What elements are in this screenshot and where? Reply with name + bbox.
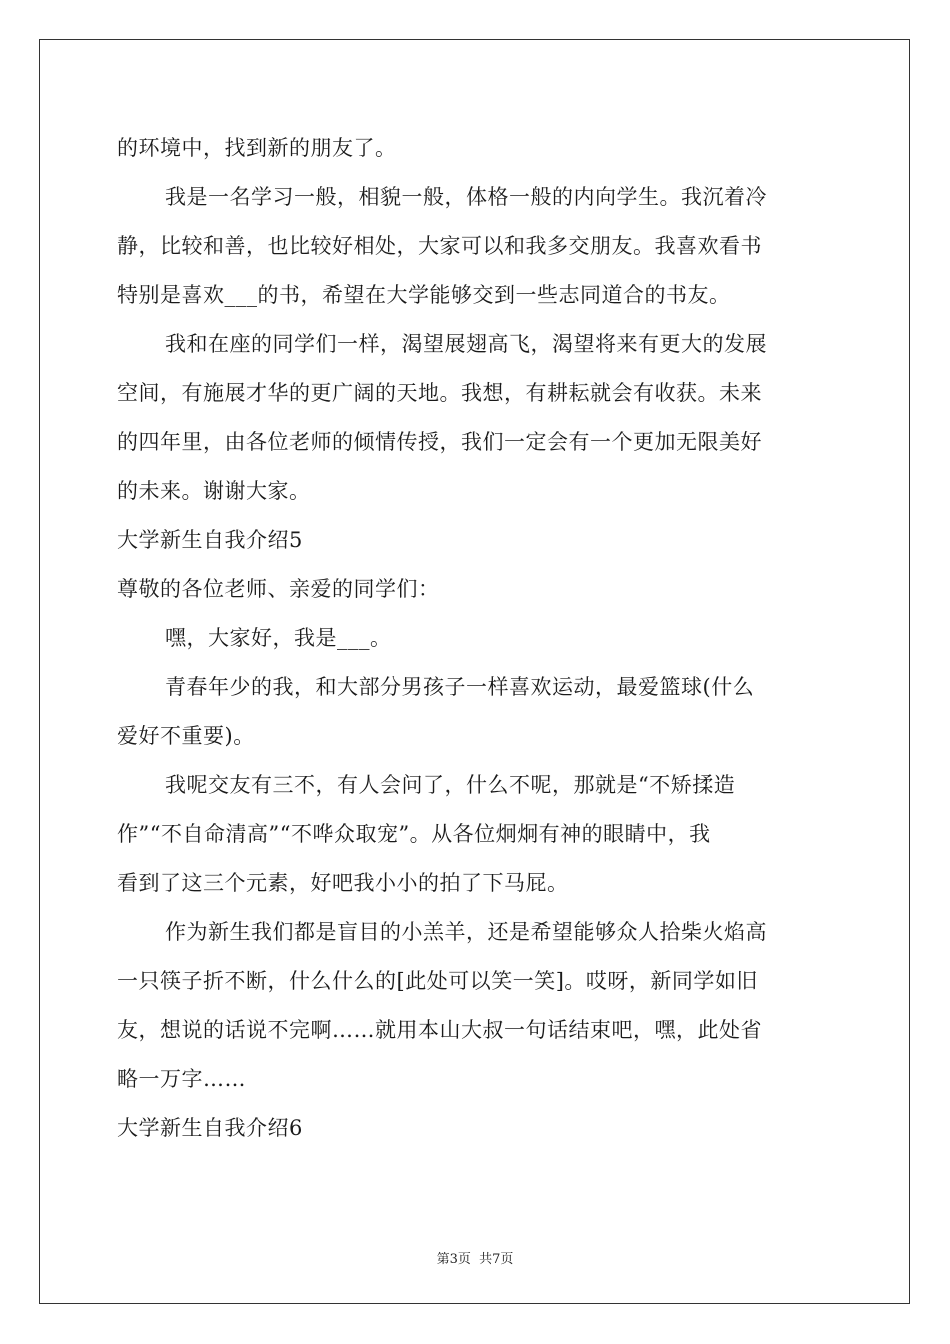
text-line: 友，想说的话说不完啊……就用本山大叔一句话结束吧，嘿，此处省 <box>117 1018 762 1042</box>
text-line: 的未来。谢谢大家。 <box>117 479 311 503</box>
text-line: 爱好不重要)。 <box>117 724 255 748</box>
page-footer <box>0 1248 950 1267</box>
text-line: 作为新生我们都是盲目的小羔羊，还是希望能够众人拾柴火焰高 <box>165 920 767 944</box>
text-line: 空间，有施展才华的更广阔的天地。我想，有耕耘就会有收获。未来 <box>117 381 762 405</box>
text-line: 一只筷子折不断，什么什么的[此处可以笑一笑]。哎呀，新同学如旧 <box>117 969 758 993</box>
text-line: 我呢交友有三不，有人会问了，什么不呢，那就是“不矫揉造 <box>165 773 736 797</box>
text-line: 作”“不自命清高”“不哗众取宠”。从各位炯炯有神的眼睛中，我 <box>117 822 711 846</box>
text-line: 静，比较和善，也比较好相处，大家可以和我多交朋友。我喜欢看书 <box>117 234 762 258</box>
document-body <box>117 124 835 1153</box>
text-line: 大学新生自我介绍6 <box>117 1116 303 1140</box>
text-line: 略一万字…… <box>117 1067 246 1091</box>
text-line: 特别是喜欢___的书，希望在大学能够交到一些志同道合的书友。 <box>117 283 731 307</box>
text-line: 的环境中，找到新的朋友了。 <box>117 136 397 160</box>
text-line: 青春年少的我，和大部分男孩子一样喜欢运动，最爱篮球(什么 <box>165 675 755 699</box>
page-number: 第3页 <box>436 1252 471 1267</box>
text-line: 我和在座的同学们一样，渴望展翅高飞，渴望将来有更大的发展 <box>165 332 767 356</box>
text-line: 嘿，大家好，我是___。 <box>165 626 392 650</box>
text-line: 我是一名学习一般，相貌一般，体格一般的内向学生。我沉着冷 <box>165 185 767 209</box>
text-line: 尊敬的各位老师、亲爱的同学们： <box>117 577 440 601</box>
text-line: 大学新生自我介绍5 <box>117 528 303 552</box>
text-line: 看到了这三个元素，好吧我小小的拍了下马屁。 <box>117 871 569 895</box>
text-line: 的四年里，由各位老师的倾情传授，我们一定会有一个更加无限美好 <box>117 430 762 454</box>
page-total: 共7页 <box>479 1252 514 1267</box>
